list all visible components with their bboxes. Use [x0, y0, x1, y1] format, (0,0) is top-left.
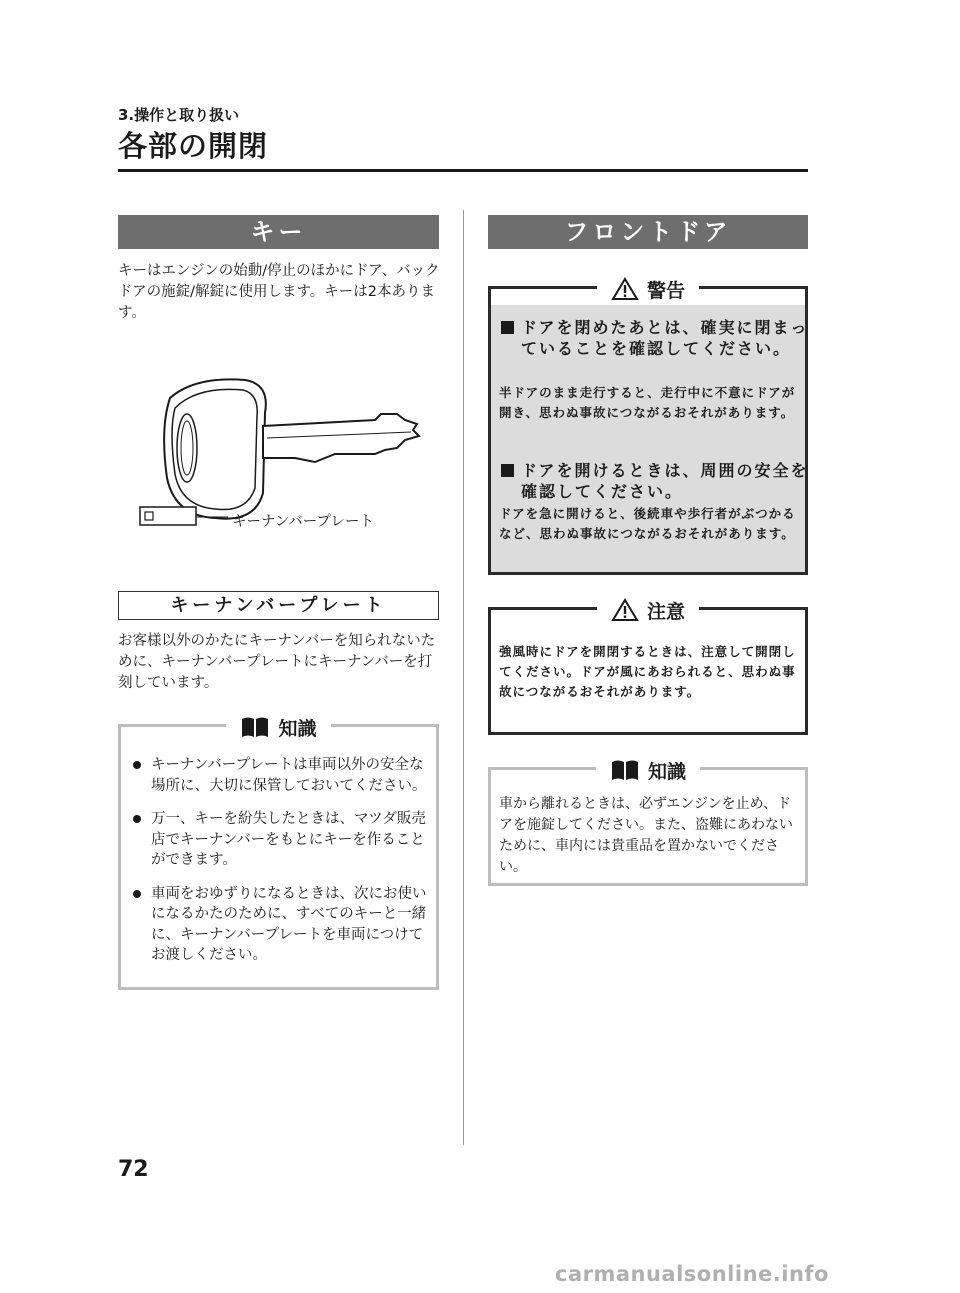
warning-triangle-icon: [611, 598, 639, 622]
key-description: キーはエンジンの始動/停止のほかにドア、バックドアの施錠/解錠に使用します。キーは2本あります。: [118, 263, 440, 321]
page-title: 各部の開閉: [118, 129, 269, 163]
warning-text-2: ドアを急に開けると、後続車や歩行者がぶつかるなど、思わぬ事故につながるおそれがあります。: [499, 506, 796, 541]
knowledge-item: 万一、キーを紛失したときは、マツダ販売店でキーナンバーをもとにキーを作ることができます。: [131, 809, 431, 871]
page-number: 72: [118, 1157, 149, 1182]
key-section-banner: キー: [118, 215, 439, 249]
caution-text: 強風時にドアを開閉するときは、注意して開閉してください。ドアが風にあおられると、思わぬ事故につながるおそれがあります。: [499, 644, 796, 699]
knowledge-title: 知識: [647, 760, 686, 783]
warning-heading-text: ドアを開けるときは、周囲の安全を確認してください。: [521, 461, 809, 501]
watermark: carmanualsonline.info: [555, 1262, 829, 1286]
caution-box: [488, 600, 808, 735]
header-rule: [118, 169, 808, 172]
knowledge-item: 車両をおゆずりになるときは、次にお使いになるかたのために、すべてのキーと一緒に、キーナンバープレートを車両につけてお渡しください。: [131, 884, 431, 966]
warning-title: 警告: [646, 279, 685, 302]
knowledge-box-right: [488, 760, 808, 886]
warning-text-1: 半ドアのまま走行すると、走行中に不意にドアが開き、思わぬ事故につながるおそれがあります。: [499, 385, 796, 420]
knowledge-item: キーナンバープレートは車両以外の安全な場所に、大切に保管しておいてください。: [131, 755, 431, 796]
breadcrumb: 3.操作と取り扱い: [118, 106, 240, 124]
knowledge-text: 車から離れるときは、必ずエンジンを止め、ドアを施錠してください。また、盗難にあわないために、車内には貴重品を置かないでください。: [499, 796, 793, 875]
column-divider: [463, 210, 464, 1145]
knowledge-box-left: [118, 717, 439, 990]
square-bullet-icon: [501, 464, 514, 477]
caution-title: 注意: [646, 600, 685, 623]
warning-triangle-icon: [611, 277, 639, 301]
warning-heading-2: [499, 460, 821, 502]
open-book-icon: [610, 758, 640, 782]
knowledge-title: 知識: [278, 717, 317, 740]
open-book-icon: [240, 715, 270, 739]
warning-heading-1: [499, 317, 821, 359]
square-bullet-icon: [501, 321, 514, 334]
plate-description: お客様以外のかたにキーナンバーを知られないために、キーナンバープレートにキーナンバーを打刻しています。: [118, 633, 436, 691]
warning-heading-text: ドアを閉めたあとは、確実に閉まっていることを確認してください。: [521, 318, 809, 358]
warning-box: [488, 279, 809, 575]
plate-callout-label: キーナンバープレート: [232, 514, 374, 530]
plate-subheading: キーナンバープレート: [118, 591, 439, 620]
front-door-banner: フロントドア: [488, 215, 808, 249]
knowledge-list: [131, 755, 431, 979]
